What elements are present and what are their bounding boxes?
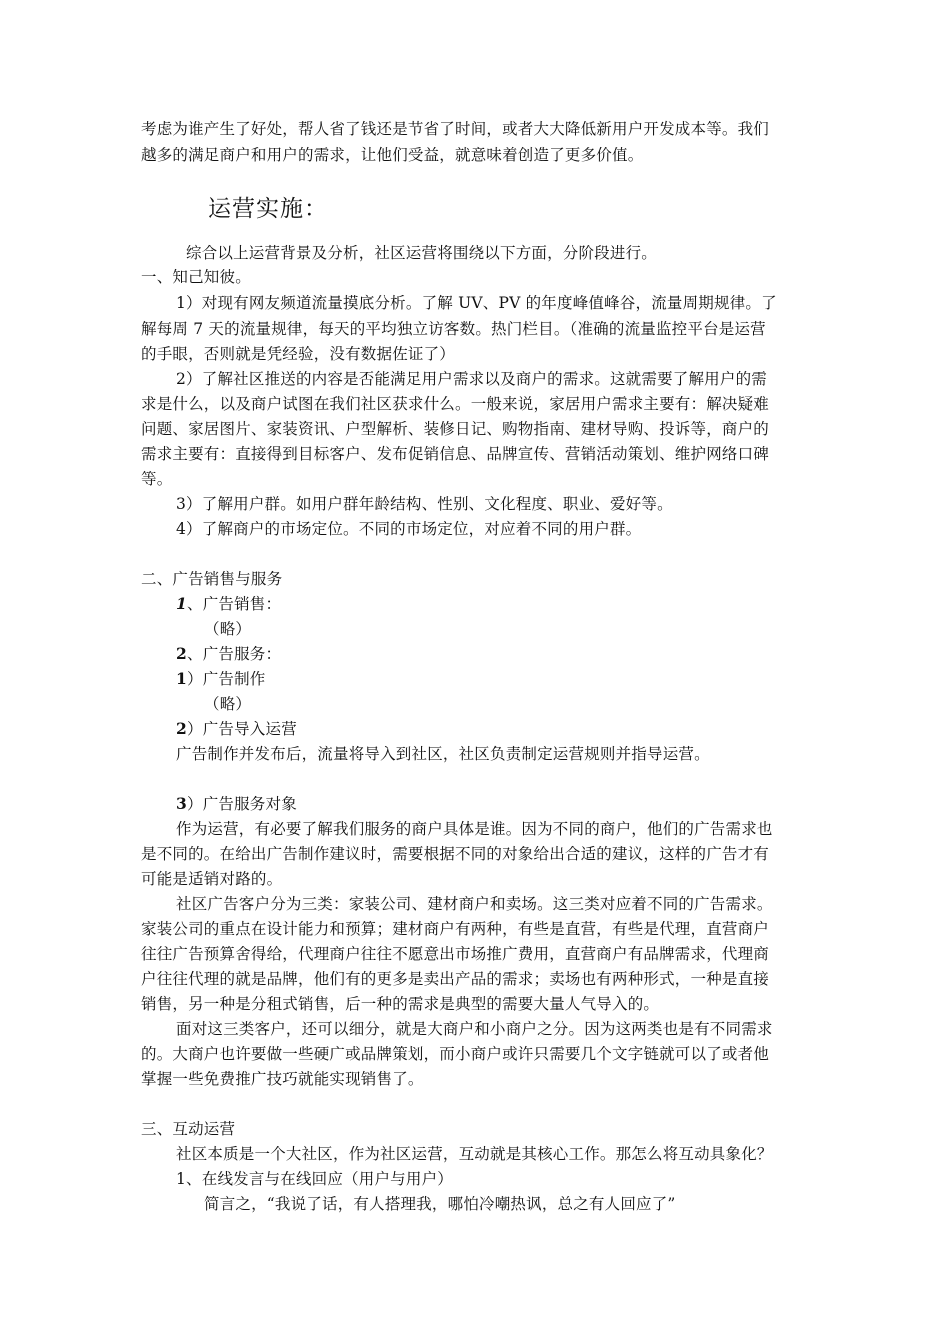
s2-sub-2c-number: 3 bbox=[176, 794, 187, 813]
s2-p3-line: 的。大商户也许要做一些硬广或品牌策划，而小商户或许只需要几个文字链就可以了或者他 bbox=[141, 1045, 770, 1063]
s2-omitted-2: （略） bbox=[204, 695, 252, 713]
s1-p1-line: 解每周 7 天的流量规律，每天的平均独立访客数。热门栏目。（准确的流量监控平台是运营 bbox=[141, 320, 766, 338]
summary-paragraph: 综合以上运营背景及分析，社区运营将围绕以下方面，分阶段进行。 bbox=[186, 244, 658, 262]
s2-sub-2b-label: ）广告导入运营 bbox=[187, 720, 297, 738]
s2-sub-2 bbox=[176, 642, 950, 666]
s2-sub-1-number: 1 bbox=[176, 594, 187, 613]
s1-p3: 3）了解用户群。如用户群年龄结构、性别、文化程度、职业、爱好等。 bbox=[176, 495, 673, 513]
s2-sub-2a-number: 1 bbox=[176, 669, 187, 688]
s2-p2-line: 销售，另一种是分租式销售，后一种的需求是典型的需要大量人气导入的。 bbox=[141, 995, 660, 1013]
s2-p2-line: 家装公司的重点在设计能力和预算；建材商户有两种，有些是直营，有些是代理，直营商户 bbox=[141, 920, 770, 938]
s3-sub-1-text: 简言之，“我说了话，有人搭理我，哪怕冷嘲热讽，总之有人回应了” bbox=[204, 1195, 676, 1213]
s1-p1-line: 的手眼，否则就是凭经验，没有数据佐证了） bbox=[141, 345, 456, 363]
intro-line-1: 考虑为谁产生了好处，帮人省了钱还是节省了时间，或者大大降低新用户开发成本等。我们 bbox=[141, 120, 770, 138]
s1-p2-line: 求是什么，以及商户试图在我们社区获求什么。一般来说，家居用户需求主要有：解决疑难 bbox=[141, 395, 770, 413]
s2-sub-2-label: 、广告服务： bbox=[187, 645, 282, 663]
section-2-title: 二、广告销售与服务 bbox=[141, 570, 283, 588]
section-heading: 运营实施： bbox=[208, 196, 328, 222]
section-3-title: 三、互动运营 bbox=[141, 1120, 236, 1138]
s2-p2-line: 往往广告预算舍得给，代理商户往往不愿意出市场推广费用，直营商户有品牌需求，代理商 bbox=[141, 945, 770, 963]
s2-sub-2c-label: ）广告服务对象 bbox=[187, 795, 297, 813]
s2-p2-line: 户往往代理的就是品牌，他们有的更多是卖出产品的需求；卖场也有两种形式，一种是直接 bbox=[141, 970, 770, 988]
s2-p3-line: 掌握一些免费推广技巧就能实现销售了。 bbox=[141, 1070, 424, 1088]
s1-p2-line: 2）了解社区推送的内容是否能满足用户需求以及商户的需求。这就需要了解用户的需 bbox=[176, 370, 767, 388]
s2-sub-2c bbox=[176, 792, 950, 816]
s2-p1-line: 可能是适销对路的。 bbox=[141, 870, 283, 888]
s2-p1-line: 是不同的。在给出广告制作建议时，需要根据不同的对象给出合适的建议，这样的广告才有 bbox=[141, 845, 770, 863]
s1-p2-line: 问题、家居图片、家装资讯、户型解析、装修日记、购物指南、建材导购、投诉等，商户的 bbox=[141, 420, 770, 438]
s1-p2-line: 需求主要有：直接得到目标客户、发布促销信息、品牌宣传、营销活动策划、维护网络口碑 bbox=[141, 445, 770, 463]
s1-p1-line: 1）对现有网友频道流量摸底分析。了解 UV、PV 的年度峰值峰谷，流量周期规律。了 bbox=[176, 294, 777, 312]
s2-sub-2b bbox=[176, 717, 950, 741]
s2-p3-line: 面对这三类客户，还可以细分，就是大商户和小商户之分。因为这两类也是有不同需求 bbox=[176, 1020, 773, 1038]
s1-p4: 4）了解商户的市场定位。不同的市场定位，对应着不同的用户群。 bbox=[176, 520, 642, 538]
s2-sub-1 bbox=[176, 592, 950, 616]
section-1-title: 一、知己知彼。 bbox=[141, 268, 251, 286]
s2-omitted-1: （略） bbox=[204, 620, 252, 638]
s2-p2-line: 社区广告客户分为三类：家装公司、建材商户和卖场。这三类对应着不同的广告需求。 bbox=[176, 895, 773, 913]
s2-sub-2a-label: ）广告制作 bbox=[187, 670, 266, 688]
intro-line-2: 越多的满足商户和用户的需求，让他们受益，就意味着创造了更多价值。 bbox=[141, 146, 644, 164]
s2-sub-2b-number: 2 bbox=[176, 719, 187, 738]
s2-sub-1-label: 、广告销售： bbox=[187, 595, 282, 613]
s2-sub-2a bbox=[176, 667, 950, 691]
s1-p2-line: 等。 bbox=[141, 470, 173, 488]
s2-sub-2b-text: 广告制作并发布后，流量将导入到社区，社区负责制定运营规则并指导运营。 bbox=[176, 745, 710, 763]
s2-sub-2-number: 2 bbox=[176, 644, 187, 663]
s3-sub-1: 1、在线发言与在线回应（用户与用户） bbox=[176, 1170, 453, 1188]
s3-p1: 社区本质是一个大社区，作为社区运营，互动就是其核心工作。那怎么将互动具象化？ bbox=[176, 1145, 773, 1163]
s2-p1-line: 作为运营，有必要了解我们服务的商户具体是谁。因为不同的商户，他们的广告需求也 bbox=[176, 820, 773, 838]
